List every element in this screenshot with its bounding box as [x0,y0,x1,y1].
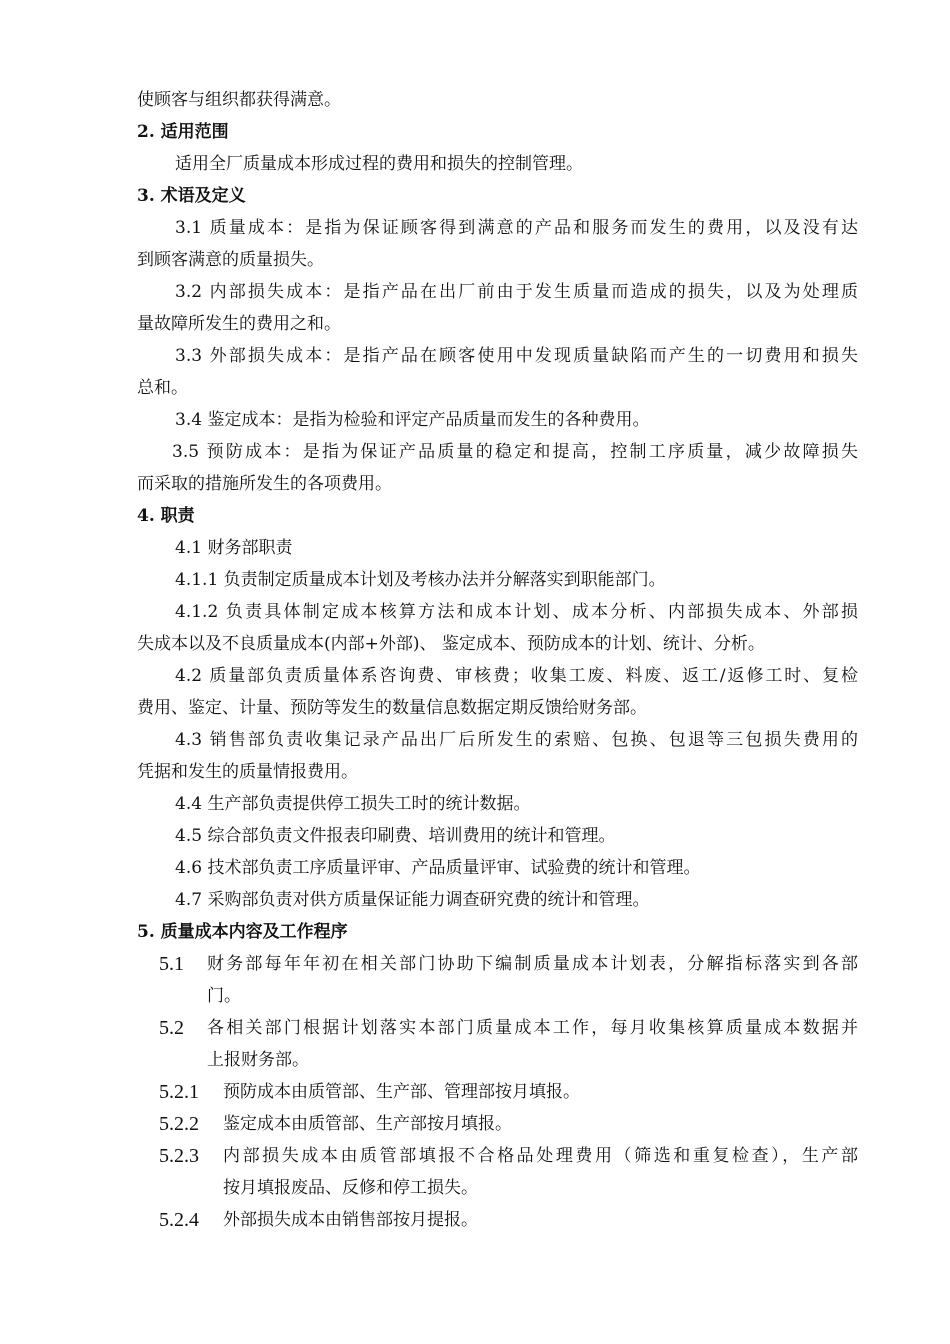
paragraph-line: 4.2 质量部负责质量体系咨询费、审核费；收集工废、料废、返工/返修工时、复检 [175,666,858,686]
item-number: 5.1 [159,953,184,975]
paragraph-line: 4.3 销售部负责收集记录产品出厂后所发生的索赔、包换、包退等三包损失费用的 [175,730,858,750]
item-text-continued: 按月填报废品、反修和停工损失。 [223,1178,478,1198]
paragraph-line: 而采取的措施所发生的各项费用。 [137,474,392,494]
paragraph-line: 3.5 预防成本：是指为保证产品质量的稳定和提高，控制工序质量，减少故障损失 [172,442,858,462]
item-number: 5.2.1 [159,1081,199,1103]
item-number: 5.2 [159,1017,184,1039]
section-heading-5: 5. 质量成本内容及工作程序 [137,922,348,942]
paragraph-line: 4.4 生产部负责提供停工损失工时的统计数据。 [175,794,531,814]
item-text: 财务部每年年初在相关部门协助下编制质量成本计划表，分解指标落实到各部 [207,954,858,974]
item-text: 内部损失成本由质管部填报不合格品处理费用（筛选和重复检查），生产部 [223,1146,858,1166]
item-text: 外部损失成本由销售部按月提报。 [223,1210,478,1230]
item-text-continued: 上报财务部。 [207,1050,309,1070]
paragraph-line: 4.1 财务部职责 [175,538,293,558]
paragraph-line: 到顾客满意的质量损失。 [137,250,324,270]
paragraph-line: 凭据和发生的质量情报费用。 [137,762,358,782]
item-text: 鉴定成本由质管部、生产部按月填报。 [223,1114,512,1134]
item-number: 5.2.4 [159,1209,199,1231]
paragraph-line: 失成本以及不良质量成本(内部+外部)、 鉴定成本、预防成本的计划、统计、分析。 [137,634,765,654]
item-number: 5.2.2 [159,1113,199,1135]
paragraph-line: 3.3 外部损失成本：是指产品在顾客使用中发现质量缺陷而产生的一切费用和损失 [175,346,858,366]
section-heading-3: 3. 术语及定义 [137,186,246,206]
section-heading-4: 4. 职责 [137,506,195,526]
paragraph-line: 4.7 采购部负责对供方质量保证能力调查研究费的统计和管理。 [175,890,650,910]
item-text: 各相关部门根据计划落实本部门质量成本工作，每月收集核算质量成本数据并 [207,1018,858,1038]
paragraph-line: 总和。 [137,378,188,398]
item-text-continued: 门。 [207,986,241,1006]
paragraph-line: 4.1.1 负责制定质量成本计划及考核办法并分解落实到职能部门。 [175,570,666,590]
item-number: 5.2.3 [159,1145,199,1167]
paragraph-line: 4.5 综合部负责文件报表印刷费、培训费用的统计和管理。 [175,826,616,846]
paragraph-line: 费用、鉴定、计量、预防等发生的数量信息数据定期反馈给财务部。 [137,698,647,718]
paragraph-line: 使顾客与组织都获得满意。 [137,90,341,110]
section-heading-2: 2. 适用范围 [137,122,229,142]
paragraph-line: 适用全厂质量成本形成过程的费用和损失的控制管理。 [175,154,583,174]
item-text: 预防成本由质管部、生产部、管理部按月填报。 [223,1082,580,1102]
paragraph-line: 3.2 内部损失成本：是指产品在出厂前由于发生质量而造成的损失，以及为处理质 [175,282,858,302]
paragraph-line: 量故障所发生的费用之和。 [137,314,341,334]
paragraph-line: 4.6 技术部负责工序质量评审、产品质量评审、试验费的统计和管理。 [175,858,701,878]
paragraph-line: 4.1.2 负责具体制定成本核算方法和成本计划、成本分析、内部损失成本、外部损 [175,602,858,622]
paragraph-line: 3.4 鉴定成本：是指为检验和评定产品质量而发生的各种费用。 [175,410,650,430]
paragraph-line: 3.1 质量成本：是指为保证顾客得到满意的产品和服务而发生的费用，以及没有达 [175,218,858,238]
